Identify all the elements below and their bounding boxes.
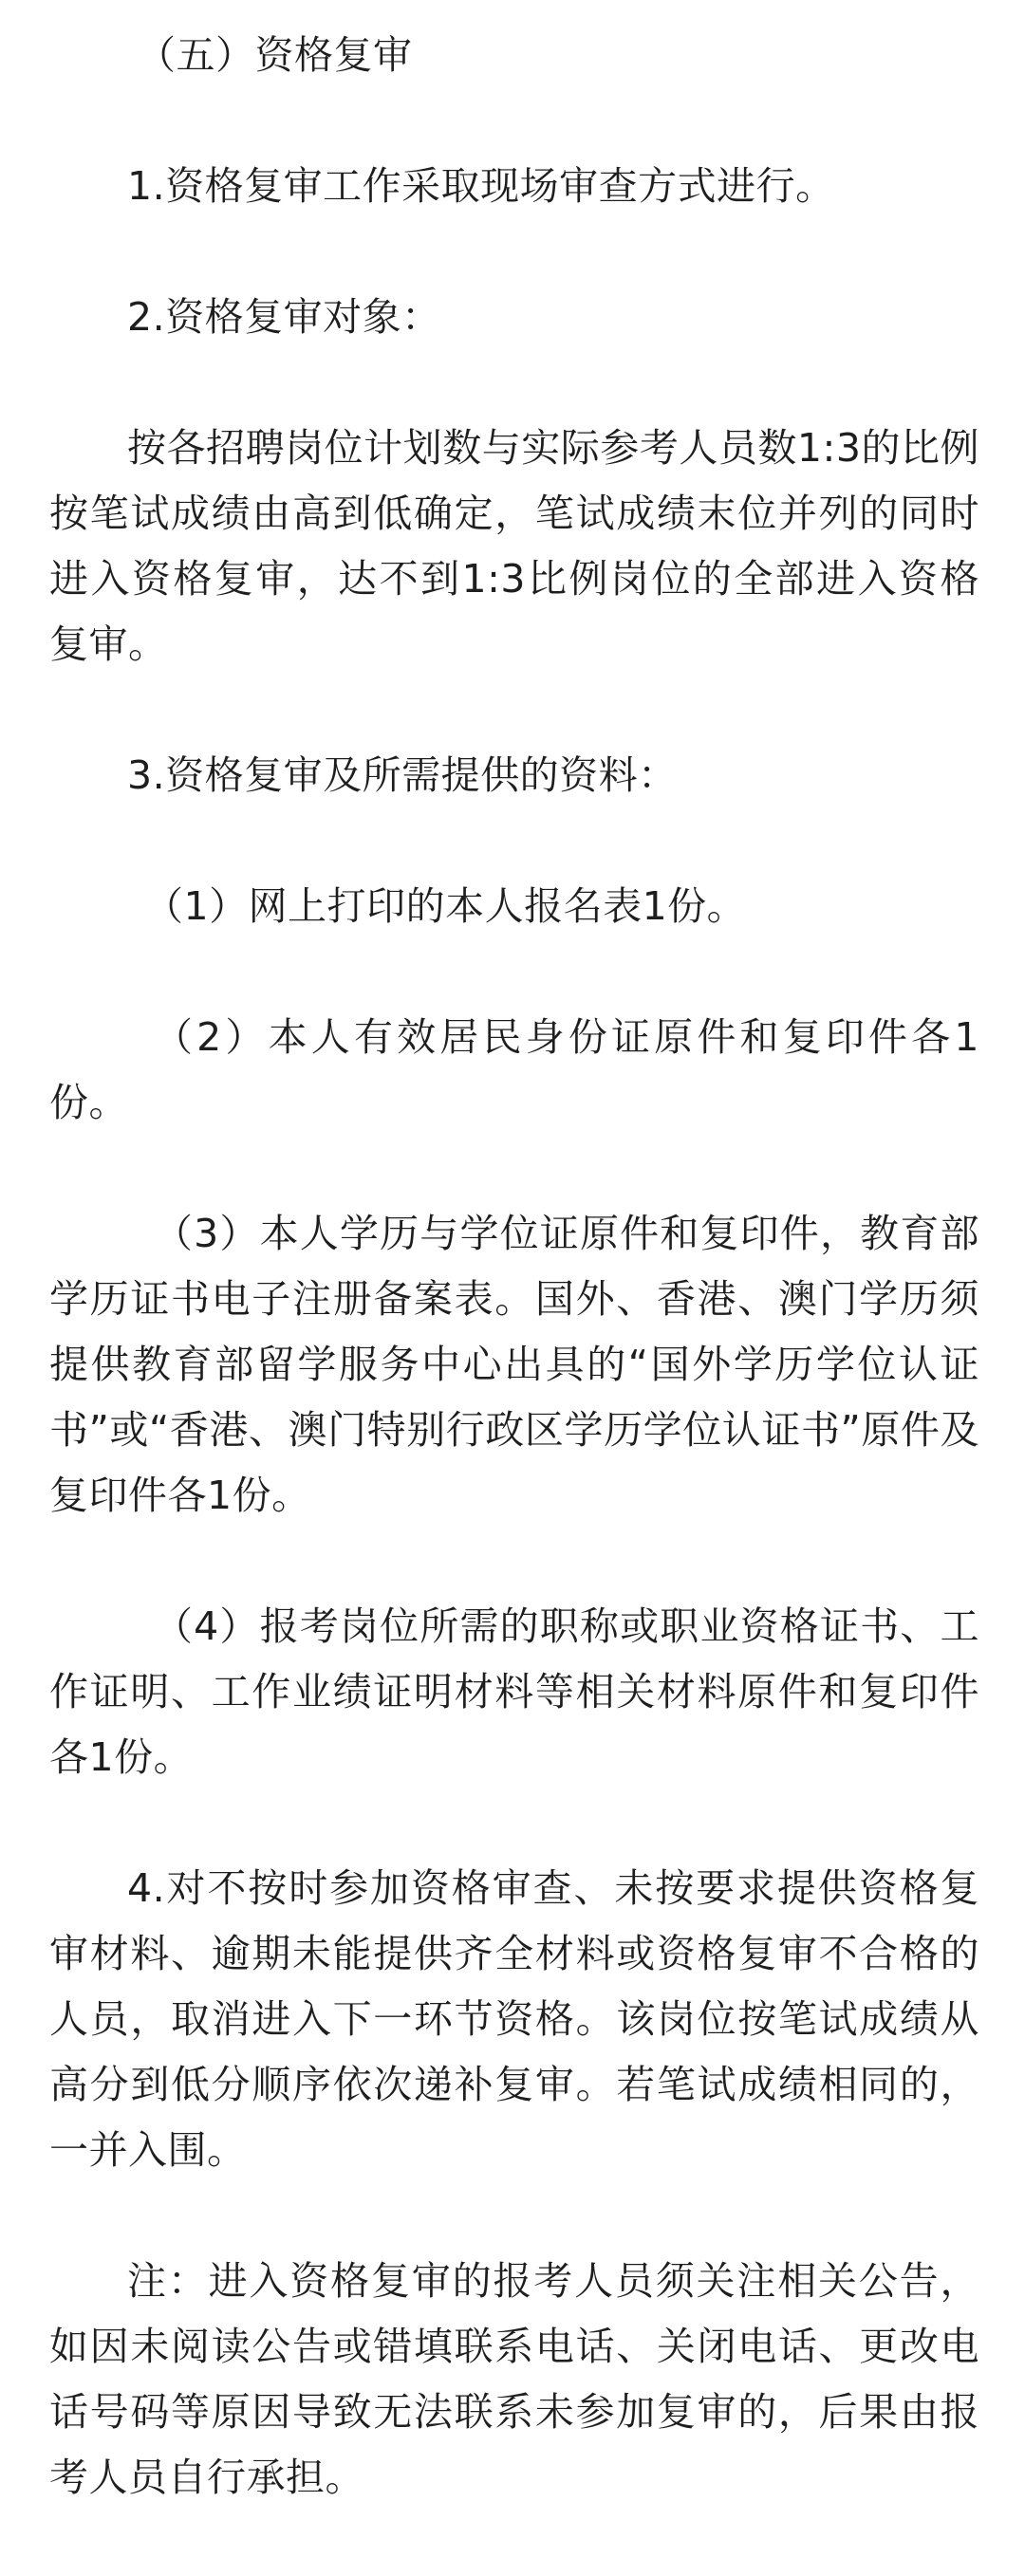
paragraph-4: 3.资格复审及所需提供的资料： bbox=[127, 752, 678, 798]
paragraph-5: 4.对不按时参加资格审查、未按要求提供资格复审材料、逾期未能提供齐全材料或资格复审不合格的人员，取消进入下一环节资格。该岗位按笔试成绩从高分到低分顺序依次递补复审。若笔试成绩相同的，一并入围。 bbox=[49, 1865, 979, 2173]
list-item-2: （2）本人有效居民身份证原件和复印件各1份。 bbox=[49, 1014, 979, 1125]
paragraph-3: 按各招聘岗位计划数与实际参考人员数1:3的比例按笔试成绩由高到低确定，笔试成绩末位并列的同时进入资格复审，达不到1:3比例岗位的全部进入资格复审。 bbox=[49, 425, 979, 667]
list-item-4: （4）报考岗位所需的职称或职业资格证书、工作证明、工作业绩证明材料等相关材料原件和复印件各1份。 bbox=[49, 1603, 979, 1780]
article-body bbox=[49, 23, 979, 2576]
list-item-3: （3）本人学历与学位证原件和复印件，教育部学历证书电子注册备案表。国外、香港、澳门学历须提供教育部留学服务中心出具的“国外学历学位认证书”或“香港、澳门特别行政区学历学位认证书”原件及复印件各1份。 bbox=[49, 1211, 979, 1518]
paragraph-1: 1.资格复审工作采取现场审查方式进行。 bbox=[127, 163, 835, 209]
list-item-1: （1）网上打印的本人报名表1份。 bbox=[144, 883, 747, 929]
paragraph-2: 2.资格复审对象： bbox=[127, 294, 441, 340]
section-heading: （五）资格复审 bbox=[137, 32, 413, 78]
note-paragraph: 注：进入资格复审的报考人员须关注相关公告，如因未阅读公告或错填联系电话、关闭电话、更改电话号码等原因导致无法联系未参加复审的，后果由报考人员自行承担。 bbox=[49, 2258, 979, 2500]
